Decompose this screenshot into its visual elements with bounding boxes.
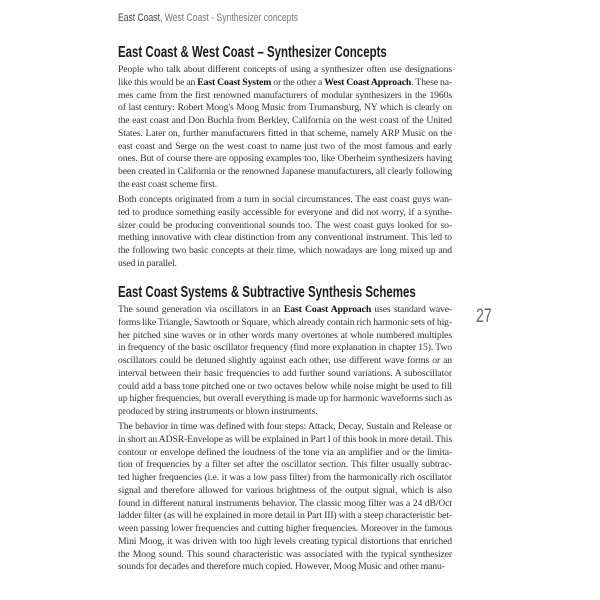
text-line — [118, 523, 452, 536]
text-line — [118, 317, 452, 330]
text-run: of last century: Robert Moog's Moog Music from Trumansburg, NY which is clearly on — [118, 102, 452, 114]
text-run: ween passing lower frequencies and cutting higher frequencies. Moreover in the famous — [118, 523, 452, 534]
text-line — [118, 115, 452, 128]
text-line — [118, 207, 452, 220]
text-line — [118, 141, 452, 154]
text-line — [118, 406, 452, 419]
text-run: like this would be an — [118, 76, 198, 88]
text-run: found in different natural instruments behavior. The classic moog filter was a 24 dB/Oct — [118, 497, 452, 509]
text-run: ted higher frequencies (i.e. it was a low pass filter) from the harmonically rich oscillator — [118, 472, 452, 483]
text-run: Mini Moog, it was driven with too high levels creating typical distortions that enriched — [118, 535, 452, 547]
text-run: in short an ADSR-Envelope as will be explained in Part I of this book in more detail. This — [118, 433, 452, 445]
text-run: contour or envelope defined the loudness of the tone via an amplifier and or the limita- — [118, 446, 452, 458]
text-run: could add a bass tone pitched one or two octaves below while noise might be used to fill — [118, 380, 452, 392]
text-line — [118, 153, 452, 166]
text-line — [118, 232, 452, 245]
text-run: signal and therefore allowed for various brightness of the output signal, which is also — [118, 484, 452, 496]
text-run: tion of frequencies by a filter set after the oscillator section. This filter usually subtrac- — [118, 459, 452, 471]
text-line — [118, 447, 452, 460]
text-line — [118, 485, 452, 498]
text-run: east coast and Serge on the west coast to name just two of the most famous and early — [118, 140, 452, 152]
text-run: sizer could be producing conventional sounds too. The west coast guys looked for so- — [118, 219, 452, 231]
text-run: used in parallel. — [118, 257, 177, 269]
text-run: her pitched sine waves or in other words many overtones at whole numbered multiples — [118, 329, 452, 341]
text-line — [118, 342, 452, 355]
running-header-title: West Coast - Synthesizer concepts — [162, 12, 299, 24]
text-line — [118, 194, 452, 207]
text-line — [118, 128, 452, 141]
text-line — [118, 304, 452, 317]
text-line — [118, 77, 452, 90]
text-run: or the other a — [271, 76, 325, 88]
text-line — [118, 220, 452, 233]
text-run: been created in California or the renowned Japanese manufacturers, all clearly following — [118, 166, 452, 177]
text-run: produced by string instruments or blown instruments. — [118, 406, 318, 417]
text-run: ted to produce something easily accessible for everyone and did not worry, if a synthe- — [118, 206, 452, 218]
text-line — [118, 166, 452, 179]
text-line — [118, 510, 452, 523]
text-line — [118, 434, 452, 447]
text-line — [118, 90, 452, 103]
text-run: The behavior in time was defined with four steps: Attack, Decay, Sustain and Release or — [118, 421, 452, 432]
text-line — [118, 102, 452, 115]
text-line — [118, 258, 452, 271]
text-run: uses standard wave- — [371, 304, 453, 315]
paragraph-3 — [118, 304, 452, 419]
text-run: the east coast scheme first. — [118, 178, 218, 190]
text-run: up higher frequencies, but overall everything is made up for harmonic waveforms such as — [118, 393, 452, 405]
text-run: People who talk about different concepts of using a synthesizer often use designations — [118, 64, 452, 75]
paragraph-2 — [118, 194, 452, 271]
text-line — [118, 549, 452, 562]
running-header — [118, 12, 298, 24]
text-line — [118, 330, 452, 343]
text-run: mes came from the first renowned manufacturers of modular synthesizers in the 1960s — [118, 89, 452, 101]
text-run: ladder filter (as will be explained in more detail in Part III) with a steep characteristic bet- — [118, 510, 452, 522]
text-line — [118, 459, 452, 472]
text-line — [118, 64, 452, 77]
section-heading-1: East Coast & West Coast – Synthesizer Concepts — [118, 44, 387, 61]
paragraph-4 — [118, 421, 452, 574]
text-run: oscillators could be detuned slightly against each other, use different wave forms or an — [118, 355, 452, 366]
text-run: ones. But of course there are opposing examples too, like Oberheim synthesizers having — [118, 153, 452, 165]
bold-term: East Coast System — [197, 76, 272, 88]
page-number: 27 — [476, 306, 492, 327]
text-line — [118, 368, 452, 381]
bold-term: East Coast Approach — [283, 304, 372, 315]
bold-term: West Coast Approach — [324, 76, 412, 88]
section-heading-2: East Coast Systems & Subtractive Synthesis Schemes — [118, 284, 416, 301]
text-run: Both concepts originated from a turn in social circumstances. The east coast guys wan- — [118, 194, 452, 205]
text-line — [118, 355, 452, 368]
text-run: the following two basic concepts at their time, which nowadays are long mixed up and — [118, 245, 452, 256]
text-run: in frequency of the basic oscillator frequency (find more explanation in chapter 15). Two — [118, 342, 452, 354]
text-run: mething innovative with clear distinction from any conventional instrument. This led to — [118, 232, 452, 244]
text-run: . These na- — [411, 76, 453, 88]
text-line — [118, 421, 452, 434]
text-line — [118, 245, 452, 258]
text-run: forms like Triangle, Sawtooth or Square, which already contain rich harmonic sets of hig- — [118, 316, 452, 328]
text-line — [118, 498, 452, 511]
text-line — [118, 179, 452, 192]
text-run: sounds for decades and therefore much copied. However, Moog Music and other manu- — [118, 561, 445, 573]
running-header-chapter: East Coast, — [118, 12, 163, 24]
paragraph-1 — [118, 64, 452, 192]
text-line — [118, 381, 452, 394]
text-run: The sound generation via oscillators in an — [118, 304, 284, 315]
text-run: the east coast and Don Buchla from Berkley, California on the west coast of the United — [118, 115, 452, 126]
text-line — [118, 536, 452, 549]
text-line — [118, 393, 452, 406]
text-run: interval between their basic frequencies to add further sound variations. A suboscillator — [118, 367, 452, 379]
text-line — [118, 561, 452, 574]
text-run: the Moog sound. This sound characteristic was associated with the typical synthesizer — [118, 548, 452, 560]
text-line — [118, 472, 452, 485]
text-run: States. Later on, further manufacturers fitted in that scheme, namely ARP Music on the — [118, 127, 452, 139]
